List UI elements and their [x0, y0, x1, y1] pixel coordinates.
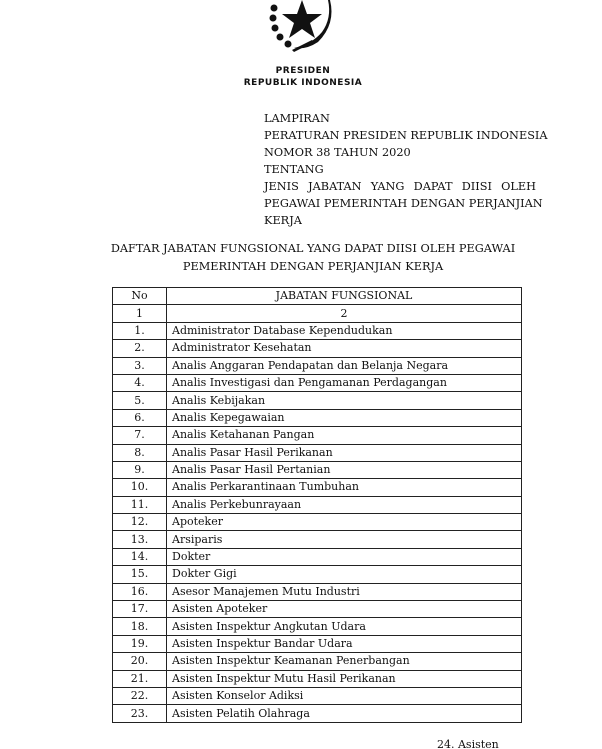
letterhead-president: PRESIDEN: [275, 66, 331, 76]
row-number: 6.: [113, 409, 167, 426]
table-row: [113, 496, 522, 513]
column-number: 1: [113, 305, 167, 322]
next-page-continuation: 24. Asisten: [437, 738, 499, 749]
presidential-emblem-icon: [262, 0, 342, 52]
position-name: Asesor Manajemen Mutu Industri: [167, 583, 522, 600]
position-name: Analis Kepegawaian: [167, 409, 522, 426]
table-row: [113, 583, 522, 600]
table-row: [113, 705, 522, 722]
positions-table: [112, 287, 522, 723]
table-row: [113, 427, 522, 444]
position-name: Analis Pasar Hasil Pertanian: [167, 461, 522, 478]
document-title: [100, 240, 526, 276]
table-row: [113, 548, 522, 565]
row-number: 2.: [113, 340, 167, 357]
row-number: 10.: [113, 479, 167, 496]
row-number: 4.: [113, 374, 167, 391]
row-number: 9.: [113, 461, 167, 478]
position-name: Asisten Inspektur Bandar Udara: [167, 635, 522, 652]
row-number: 3.: [113, 357, 167, 374]
row-number: 8.: [113, 444, 167, 461]
table-row: [113, 618, 522, 635]
row-number: 19.: [113, 635, 167, 652]
title-line: DAFTAR JABATAN FUNGSIONAL YANG DAPAT DIISI OLEH PEGAWAI: [110, 242, 516, 255]
row-number: 22.: [113, 687, 167, 704]
row-number: 16.: [113, 583, 167, 600]
table-row: [113, 322, 522, 339]
row-number: 5.: [113, 392, 167, 409]
table-row: [113, 392, 522, 409]
row-number: 13.: [113, 531, 167, 548]
position-name: Asisten Pelatih Olahraga: [167, 705, 522, 722]
row-number: 12.: [113, 514, 167, 531]
table-row: [113, 409, 522, 426]
position-name: Analis Pasar Hasil Perikanan: [167, 444, 522, 461]
table-row: [113, 479, 522, 496]
position-name: Asisten Apoteker: [167, 601, 522, 618]
row-number: 7.: [113, 427, 167, 444]
lampiran-line: KERJA: [264, 214, 302, 227]
title-line: PEMERINTAH DENGAN PERJANJIAN KERJA: [182, 260, 444, 273]
position-name: Analis Kebijakan: [167, 392, 522, 409]
position-name: Apoteker: [167, 514, 522, 531]
position-name: Dokter Gigi: [167, 566, 522, 583]
header-position: JABATAN FUNGSIONAL: [167, 288, 522, 305]
table-row: [113, 687, 522, 704]
position-name: Asisten Inspektur Keamanan Penerbangan: [167, 653, 522, 670]
column-number-row: [113, 305, 522, 322]
row-number: 1.: [113, 322, 167, 339]
position-name: Asisten Konselor Adiksi: [167, 687, 522, 704]
row-number: 23.: [113, 705, 167, 722]
column-number: 2: [167, 305, 522, 322]
letterhead-republic: REPUBLIK INDONESIA: [243, 78, 363, 88]
lampiran-line: PEGAWAI PEMERINTAH DENGAN PERJANJIAN: [264, 197, 543, 210]
lampiran-line: TENTANG: [264, 163, 324, 176]
table-row: [113, 444, 522, 461]
table-row: [113, 374, 522, 391]
position-name: Analis Perkebunrayaan: [167, 496, 522, 513]
table-row: [113, 653, 522, 670]
position-name: Administrator Database Kependudukan: [167, 322, 522, 339]
lampiran-line: NOMOR 38 TAHUN 2020: [264, 146, 411, 159]
lampiran-line: PERATURAN PRESIDEN REPUBLIK INDONESIA: [264, 129, 548, 142]
position-name: Asisten Inspektur Mutu Hasil Perikanan: [167, 670, 522, 687]
table-header-row: [113, 288, 522, 305]
position-name: Arsiparis: [167, 531, 522, 548]
row-number: 20.: [113, 653, 167, 670]
table-row: [113, 514, 522, 531]
position-name: Dokter: [167, 548, 522, 565]
table-row: [113, 531, 522, 548]
row-number: 14.: [113, 548, 167, 565]
position-name: Analis Investigasi dan Pengamanan Perdagangan: [167, 374, 522, 391]
table-row: [113, 601, 522, 618]
row-number: 15.: [113, 566, 167, 583]
lampiran-line: JENIS JABATAN YANG DAPAT DIISI OLEH: [264, 180, 536, 193]
table-row: [113, 635, 522, 652]
row-number: 17.: [113, 601, 167, 618]
table-row: [113, 566, 522, 583]
position-name: Analis Anggaran Pendapatan dan Belanja Negara: [167, 357, 522, 374]
table-row: [113, 461, 522, 478]
row-number: 11.: [113, 496, 167, 513]
lampiran-line: LAMPIRAN: [264, 112, 330, 125]
position-name: Analis Ketahanan Pangan: [167, 427, 522, 444]
table-row: [113, 357, 522, 374]
position-name: Administrator Kesehatan: [167, 340, 522, 357]
row-number: 18.: [113, 618, 167, 635]
header-no: No: [113, 288, 167, 305]
table-row: [113, 670, 522, 687]
position-name: Asisten Inspektur Angkutan Udara: [167, 618, 522, 635]
table-row: [113, 340, 522, 357]
position-name: Analis Perkarantinaan Tumbuhan: [167, 479, 522, 496]
row-number: 21.: [113, 670, 167, 687]
attachment-header: [264, 110, 548, 229]
